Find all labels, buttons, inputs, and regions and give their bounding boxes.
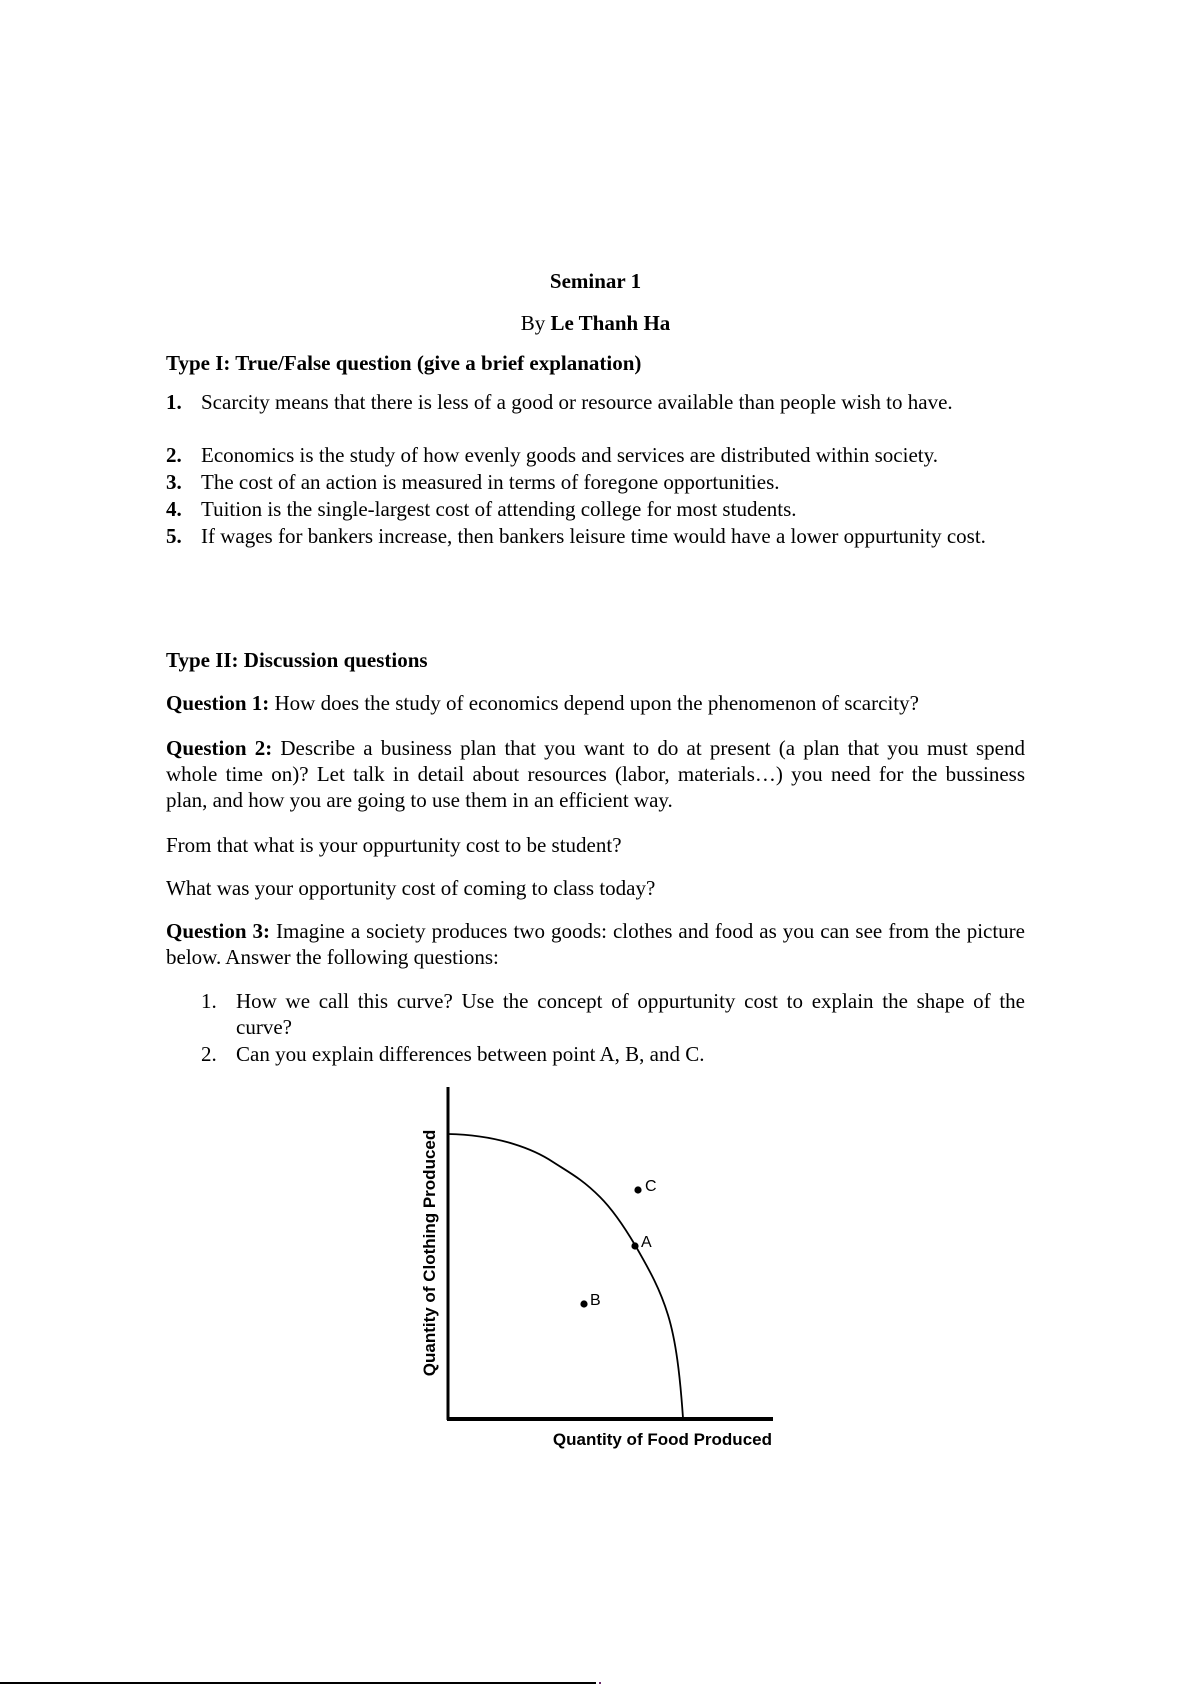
- list-item-number: 1.: [201, 989, 217, 1013]
- list-item-text: Scarcity means that there is less of a good or resource available than people wish to have.: [201, 390, 953, 414]
- list-item-text: The cost of an action is measured in terms of foregone opportunities.: [201, 470, 780, 494]
- question-3: [166, 918, 1025, 970]
- point-b-label: B: [590, 1292, 601, 1309]
- ppf-diagram: [410, 1075, 790, 1465]
- point-b-marker: [580, 1300, 587, 1307]
- list-item-number: 1.: [166, 390, 182, 414]
- question-1-label: Question 1:: [166, 691, 270, 715]
- list-item: [0, 988, 1191, 1040]
- question-3-text: Imagine a society produces two goods: clothes and food as you can see from the picture below. Answer the following questions:: [166, 919, 1025, 969]
- list-item-number: 2.: [166, 443, 182, 467]
- question-3-label: Question 3:: [166, 919, 271, 943]
- type1-heading: Type I: True/False question (give a brief explanation): [166, 351, 642, 375]
- list-item: [0, 389, 1191, 441]
- y-axis-label: Quantity of Clothing Produced: [420, 1129, 439, 1377]
- point-c-marker: [634, 1186, 641, 1193]
- question-2-followup-1: From that what is your oppurtunity cost to be student?: [166, 833, 622, 857]
- point-a-marker: [631, 1242, 638, 1249]
- x-axis-label: Quantity of Food Produced: [552, 1430, 772, 1449]
- list-item-text: Economics is the study of how evenly goods and services are distributed within society.: [201, 443, 938, 467]
- list-item-text: If wages for bankers increase, then bankers leisure time would have a lower oppurtunity cost.: [201, 524, 986, 548]
- point-c-label: C: [645, 1178, 657, 1195]
- footer-rule: [0, 1682, 596, 1684]
- list-item-number: 5.: [166, 524, 182, 548]
- list-item-text: Can you explain differences between point A, B, and C.: [236, 1042, 705, 1066]
- list-item-number: 2.: [201, 1042, 217, 1066]
- question-2-label: Question 2:: [166, 736, 273, 760]
- list-item-text: How we call this curve? Use the concept of oppurtunity cost to explain the shape of the curve?: [236, 989, 1025, 1039]
- type2-heading: Type II: Discussion questions: [166, 648, 428, 672]
- question-2-followup-2: What was your opportunity cost of coming to class today?: [166, 876, 656, 900]
- byline: [0, 310, 1191, 336]
- author-name: Le Thanh Ha: [550, 311, 671, 335]
- question-1-text: How does the study of economics depend upon the phenomenon of scarcity?: [269, 691, 919, 715]
- question-2-text: Describe a business plan that you want to do at present (a plan that you must spend whole time on)? Let talk in detail about resources (labor, materials…) you need for the bussiness plan, and how you are going to use them in an efficient way.: [166, 736, 1025, 812]
- list-item-number: 4.: [166, 497, 182, 521]
- document-title: Seminar 1: [549, 269, 642, 293]
- list-item-text: Tuition is the single-largest cost of attending college for most students.: [201, 497, 797, 521]
- byline-prefix: By: [520, 311, 551, 335]
- list-item-number: 3.: [166, 470, 182, 494]
- question-2: [166, 735, 1025, 813]
- point-a-label: A: [641, 1234, 652, 1251]
- ppf-curve: [448, 1134, 683, 1418]
- question-1: [166, 690, 1025, 716]
- footer-mark: [599, 1682, 601, 1684]
